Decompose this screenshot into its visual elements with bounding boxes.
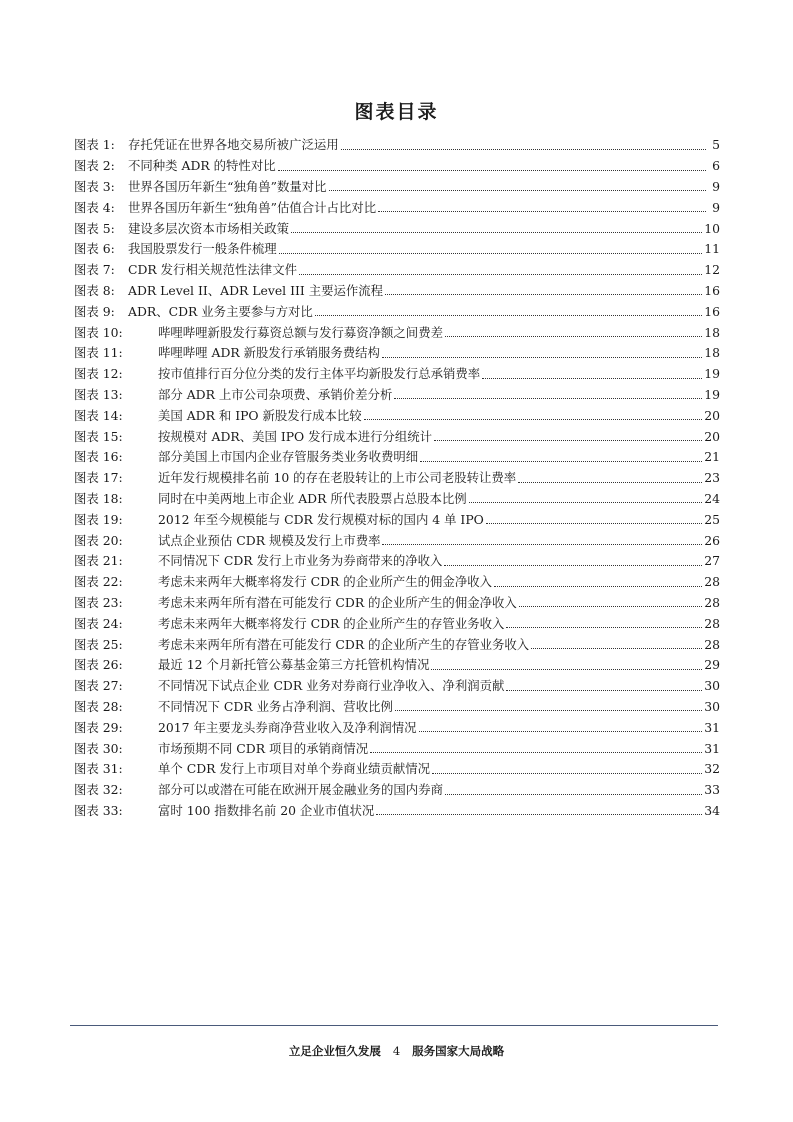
toc-entry-title: 美国 ADR 和 IPO 新股发行成本比较 [158,407,362,423]
toc-entry-page: 33 [704,782,720,798]
toc-entry-page: 30 [704,698,720,714]
toc-entry-title: 哔哩哔哩 ADR 新股发行承销服务费结构 [158,345,380,361]
toc-entry-title: 部分美国上市国内企业存管服务类业务收费明细 [158,449,419,465]
toc-entry[interactable] [74,568,720,589]
toc-leader-dots [445,336,702,337]
toc-entry-title: 我国股票发行一般条件梳理 [128,241,277,257]
toc-leader-dots [364,419,703,420]
toc-leader-dots [378,211,706,212]
toc-entry[interactable] [74,360,720,381]
page-footer [0,1043,793,1059]
toc-entry-title: 世界各国历年新生“独角兽”数量对比 [128,178,327,194]
toc-entry-page: 12 [704,262,720,278]
toc-leader-dots [395,710,702,711]
toc-entry-page: 5 [712,137,720,153]
toc-entry-label: 图表 10: [74,324,123,340]
toc-leader-dots [494,586,702,587]
toc-entry[interactable] [74,776,720,797]
toc-entry[interactable] [74,235,720,256]
toc-entry-label: 图表 31: [74,761,123,777]
toc-entry-label: 图表 6: [74,241,115,257]
toc-leader-dots [370,752,702,753]
toc-entry[interactable] [74,609,720,630]
toc-entry-label: 图表 14: [74,407,123,423]
toc-entry-title: 不同情况下 CDR 业务占净利润、营收比例 [158,698,393,714]
toc-entry-page: 9 [712,178,720,194]
toc-entry-page: 26 [704,532,720,548]
toc-entry-page: 34 [704,802,720,818]
table-of-figures [74,131,720,817]
toc-entry-label: 图表 9: [74,303,115,319]
toc-entry-label: 图表 11: [74,345,123,361]
toc-entry[interactable] [74,297,720,318]
toc-entry-title: 部分 ADR 上市公司杂项费、承销价差分析 [158,386,393,402]
page-title: 图表目录 [354,101,439,123]
toc-entry-label: 图表 33: [74,802,123,818]
toc-leader-dots [299,274,702,275]
toc-entry-label: 图表 28: [74,698,123,714]
toc-leader-dots [278,170,706,171]
toc-entry-page: 31 [704,719,720,735]
toc-leader-dots [486,523,702,524]
toc-entry-page: 21 [704,449,720,465]
toc-entry-title: 按规模对 ADR、美国 IPO 发行成本进行分组统计 [158,428,433,444]
toc-entry-title: 考虑未来两年大概率将发行 CDR 的企业所产生的存管业务收入 [158,615,505,631]
toc-entry-label: 图表 23: [74,594,123,610]
toc-entry-page: 24 [704,490,720,506]
toc-leader-dots [506,690,702,691]
toc-entry-title: 考虑未来两年所有潜在可能发行 CDR 的企业所产生的佣金净收入 [158,594,517,610]
toc-leader-dots [519,606,702,607]
toc-leader-dots [376,814,702,815]
toc-leader-dots [279,253,703,254]
toc-entry[interactable] [74,318,720,339]
toc-entry[interactable] [74,131,720,152]
toc-leader-dots [419,731,703,732]
toc-leader-dots [531,648,702,649]
toc-entry-page: 16 [704,282,720,298]
toc-leader-dots [341,149,706,150]
toc-entry-title: 单个 CDR 发行上市项目对单个券商业绩贡献情况 [158,761,431,777]
footer-right-slogan: 服务国家大局战略 [412,1044,505,1058]
toc-entry-title: 世界各国历年新生“独角兽”估值合计占比对比 [128,199,377,215]
toc-entry[interactable] [74,713,720,734]
toc-entry-label: 图表 2: [74,158,115,174]
toc-entry-label: 图表 4: [74,199,115,215]
toc-leader-dots [382,544,702,545]
toc-leader-dots [291,232,702,233]
toc-entry-label: 图表 12: [74,366,123,382]
toc-entry-title: 富时 100 指数排名前 20 企业市值状况 [158,802,375,818]
toc-leader-dots [506,627,702,628]
toc-entry-page: 11 [704,241,720,257]
toc-entry-label: 图表 3: [74,178,115,194]
toc-entry-title: 部分可以或潜在可能在欧洲开展金融业务的国内券商 [158,782,443,798]
toc-entry-label: 图表 32: [74,782,123,798]
toc-entry-page: 28 [704,574,720,590]
toc-entry-page: 10 [704,220,720,236]
footer-page-number: 4 [392,1044,401,1058]
toc-entry-label: 图表 1: [74,137,115,153]
toc-entry[interactable] [74,173,720,194]
toc-entry[interactable] [74,422,720,443]
toc-entry[interactable] [74,464,720,485]
toc-entry-title: 按市值排行百分位分类的发行主体平均新股发行总承销费率 [158,366,481,382]
toc-entry-page: 27 [704,553,720,569]
toc-entry-page: 18 [704,324,720,340]
toc-entry-title: 不同情况下试点企业 CDR 业务对券商行业净收入、净利润贡献 [158,678,505,694]
toc-entry-page: 9 [712,199,720,215]
toc-entry-title: 试点企业预估 CDR 规模及发行上市费率 [158,532,381,548]
toc-entry[interactable] [74,485,720,506]
toc-entry[interactable] [74,277,720,298]
toc-entry-title: ADR、CDR 业务主要参与方对比 [128,303,313,319]
toc-entry-title: 最近 12 个月新托管公募基金第三方托管机构情况 [158,657,430,673]
toc-entry-label: 图表 24: [74,615,123,631]
toc-entry-title: 存托凭证在世界各地交易所被广泛运用 [128,137,339,153]
toc-entry-label: 图表 8: [74,282,115,298]
toc-entry-title: 近年发行规模排名前 10 的存在老股转让的上市公司老股转让费率 [158,470,517,486]
toc-leader-dots [482,378,702,379]
toc-entry[interactable] [74,797,720,818]
toc-entry-page: 6 [712,158,720,174]
toc-entry-title: 建设多层次资本市场相关政策 [128,220,290,236]
toc-leader-dots [385,294,702,295]
toc-entry-title: 不同种类 ADR 的特性对比 [128,158,276,174]
toc-entry-label: 图表 25: [74,636,123,652]
toc-entry-page: 18 [704,345,720,361]
toc-entry-label: 图表 5: [74,220,115,236]
footer-divider [70,1025,718,1026]
toc-entry-label: 图表 17: [74,470,123,486]
toc-entry[interactable] [74,193,720,214]
toc-entry-label: 图表 7: [74,262,115,278]
toc-entry-label: 图表 21: [74,553,123,569]
toc-entry[interactable] [74,381,720,402]
toc-entry[interactable] [74,734,720,755]
toc-entry-title: 考虑未来两年大概率将发行 CDR 的企业所产生的佣金净收入 [158,574,492,590]
toc-entry-label: 图表 15: [74,428,123,444]
toc-entry[interactable] [74,672,720,693]
toc-entry-title: 2017 年主要龙头券商净营业收入及净利润情况 [158,719,417,735]
toc-entry-page: 29 [704,657,720,673]
toc-leader-dots [431,669,702,670]
toc-entry-label: 图表 26: [74,657,123,673]
toc-leader-dots [432,773,702,774]
toc-leader-dots [382,357,702,358]
toc-entry-page: 31 [704,740,720,756]
toc-entry[interactable] [74,651,720,672]
toc-entry-page: 23 [704,470,720,486]
toc-leader-dots [445,794,702,795]
toc-entry-label: 图表 22: [74,574,123,590]
toc-entry-label: 图表 13: [74,386,123,402]
toc-leader-dots [315,315,702,316]
toc-entry-page: 28 [704,636,720,652]
toc-entry[interactable] [74,443,720,464]
toc-entry[interactable] [74,256,720,277]
toc-entry-title: 2012 年至今规模能与 CDR 发行规模对标的国内 4 单 IPO [158,511,484,527]
toc-leader-dots [518,482,702,483]
toc-entry[interactable] [74,630,720,651]
toc-entry-page: 30 [704,678,720,694]
toc-entry-title: ADR Level II、ADR Level III 主要运作流程 [128,282,384,298]
toc-entry-page: 28 [704,615,720,631]
toc-entry-page: 25 [704,511,720,527]
toc-entry-label: 图表 29: [74,719,123,735]
toc-entry-label: 图表 27: [74,678,123,694]
toc-entry[interactable] [74,214,720,235]
toc-entry-page: 20 [704,428,720,444]
toc-entry[interactable] [74,152,720,173]
toc-entry[interactable] [74,547,720,568]
toc-entry[interactable] [74,339,720,360]
toc-entry[interactable] [74,755,720,776]
toc-entry-page: 20 [704,407,720,423]
toc-entry-page: 28 [704,594,720,610]
toc-entry-title: 哔哩哔哩新股发行募资总额与发行募资净额之间费差 [158,324,443,340]
toc-leader-dots [329,190,706,191]
toc-entry-label: 图表 30: [74,740,123,756]
toc-leader-dots [394,398,702,399]
toc-entry[interactable] [74,526,720,547]
toc-entry-label: 图表 16: [74,449,123,465]
footer-left-slogan: 立足企业恒久发展 [288,1044,381,1058]
toc-entry-label: 图表 19: [74,511,123,527]
toc-entry[interactable] [74,589,720,610]
toc-entry-label: 图表 18: [74,490,123,506]
toc-entry[interactable] [74,401,720,422]
toc-leader-dots [434,440,702,441]
toc-leader-dots [469,502,703,503]
toc-entry-page: 19 [704,366,720,382]
toc-entry-label: 图表 20: [74,532,123,548]
toc-entry-title: 同时在中美两地上市企业 ADR 所代表股票占总股本比例 [158,490,467,506]
toc-leader-dots [444,565,702,566]
toc-entry-page: 19 [704,386,720,402]
toc-entry-page: 16 [704,303,720,319]
toc-leader-dots [420,461,702,462]
toc-entry-page: 32 [704,761,720,777]
toc-entry[interactable] [74,505,720,526]
toc-entry-title: 考虑未来两年所有潜在可能发行 CDR 的企业所产生的存管业务收入 [158,636,530,652]
toc-entry[interactable] [74,693,720,714]
toc-entry-title: CDR 发行相关规范性法律文件 [128,262,297,278]
toc-entry-title: 不同情况下 CDR 发行上市业务为券商带来的净收入 [158,553,443,569]
toc-entry-title: 市场预期不同 CDR 项目的承销商情况 [158,740,369,756]
